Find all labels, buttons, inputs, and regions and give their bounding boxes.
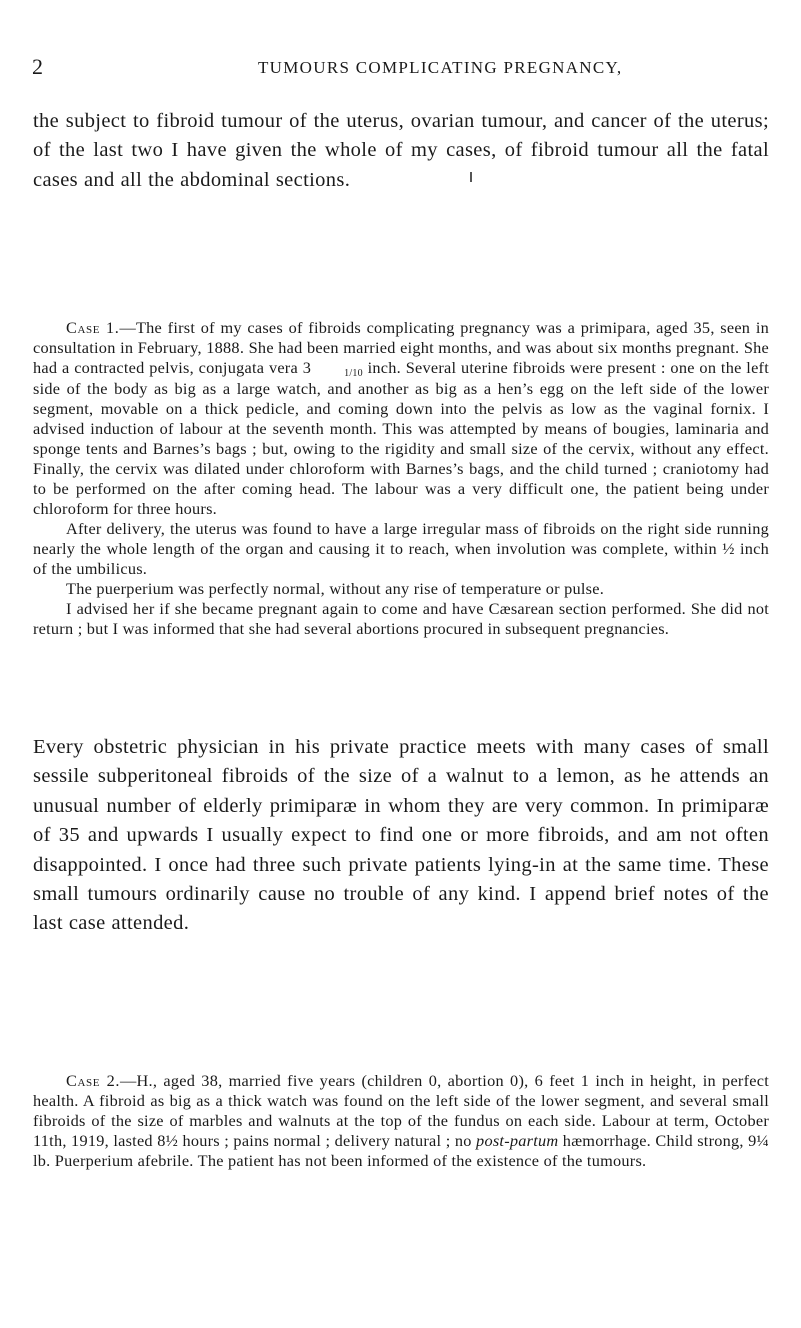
case-1-paragraph-2 — [33, 519, 769, 579]
case-1-fraction: 1/10 — [344, 368, 363, 379]
running-head: TUMOURS COMPLICATING PREGNANCY, — [258, 58, 623, 77]
intro-paragraph — [33, 107, 769, 195]
case-1-text-a: —The first of my cases of fibroids complicating pregnancy was a primipara, aged 35, seen in consultation in February, 1888. She had been married eight months, and was about six months pregnant. She had a contracted pelvis, conjugata vera 3 — [33, 318, 769, 377]
case-1-p2-text-b: inch of the umbilicus. — [33, 539, 769, 578]
general-paragraph — [33, 733, 769, 939]
case-1-p2-fraction: ½ — [722, 539, 735, 558]
case-2-paragraph — [33, 1071, 769, 1171]
case-1-paragraph-3: The puerperium was perfectly normal, without any rise of temperature or pulse. — [66, 579, 605, 598]
case-1-text-b: inch. Several uterine fibroids were present : one on the left side of the body as big as a large watch, and another as big as a hen’s egg on the left side of the lower segment, movable on a thick pedicle, and coming down into the pelvis as low as the vaginal fornix. I advised induction of labour at the seventh month. This was attempted by means of bougies, laminaria and sponge tents and Barnes’s bags ; but, owing to the rigidity and small size of the cervix, without any effect. Finally, the cervix was dilated under chloroform with Barnes’s bags, and the child turned ; craniotomy had to be performed on the after coming head. The labour was a very difficult one, the patient being under chloroform for three hours. — [33, 358, 770, 518]
case-1-label: Case 1. — [66, 318, 120, 337]
case-1-section — [33, 318, 769, 639]
general-text: Every obstetric physician in his private practice meets with many cases of small sessile subperitoneal fibroids of the size of a walnut to a lemon, as he attends an unusual number of elderly primiparæ in whom they are very common. In primiparæ of 35 and upwards I usually expect to find one or more fibroids, and am not often disappointed. I once had three such private patients lying-in at the same time. These small tumours ordinarily cause no trouble of any kind. I append brief notes of the last case attended. — [33, 736, 769, 935]
case-1-paragraph-4: I advised her if she became pregnant again to come and have Cæsarean section performed. She did not return ; but I was informed that she had several abortions procured in subsequent pregnancies. — [33, 599, 769, 638]
case-2-label: Case 2. — [66, 1071, 120, 1090]
case-2-text-b: hæmorrhage. Child strong, 9¼ lb. Puerperium afebrile. The patient has not been informed of the existence of the tumours. — [33, 1131, 769, 1170]
case-2-text-a: —H., aged 38, married five years (children 0, abortion 0), 6 feet 1 inch in height, in perfect health. A fibroid as big as a thick watch was found on the left side of the lower segment, and several small fibroids of the size of marbles and walnuts at the top of the fundus on each side. Labour at term, October 11th, 1919, lasted 8½ hours ; pains normal ; delivery natural ; no — [33, 1071, 769, 1150]
case-1-paragraph-1 — [33, 318, 769, 519]
case-1-p2-text-a: After delivery, the uterus was found to have a large irregular mass of fibroids on the right side running nearly the whole length of the organ and causing it to reach, when involution was complete, within — [33, 519, 769, 558]
page-number: 2 — [32, 54, 43, 79]
page-header — [32, 52, 772, 82]
intro-text: the subject to fibroid tumour of the uterus, ovarian tumour, and cancer of the uterus; of the last two I have given the whole of my cases, of fibroid tumour all the fatal cases and all the abdominal sections. — [33, 110, 769, 191]
case-2-section — [33, 1071, 769, 1171]
stray-mark — [470, 172, 472, 182]
case-2-italic-term: post-partum — [476, 1131, 559, 1150]
